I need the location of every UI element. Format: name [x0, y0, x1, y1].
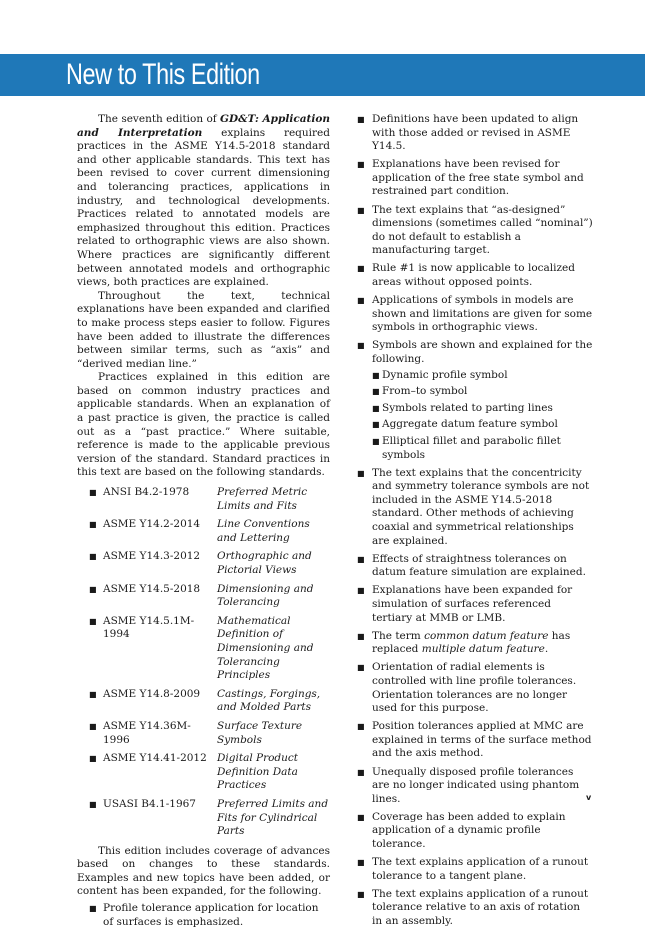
sub-list-item-text: Elliptical fillet and parabolic fillet symbols	[382, 434, 561, 461]
list-item	[357, 630, 593, 657]
list-item-text: Effects of straightness tolerances on datum feature simulation are explained.	[372, 552, 586, 579]
paragraph-coverage: This edition includes coverage of advances based on changes to these standards. Examples and new topics have been added, or content has been expanded, for the following.	[77, 844, 330, 898]
bullet: ■	[357, 812, 365, 822]
standard-id: ASME Y14.3-2012	[103, 550, 201, 563]
standard-item	[77, 550, 330, 577]
sub-list-item-text: Dynamic profile symbol	[382, 368, 508, 381]
bullet: ■	[357, 341, 365, 351]
bullet: ■	[357, 160, 365, 170]
list-item	[357, 720, 593, 761]
bullet: ■	[89, 689, 97, 699]
list-item-text: The term	[372, 629, 425, 642]
bullet: ■	[372, 436, 380, 446]
list-item-text: Explanations have been expanded for simulation of surfaces referenced tertiary at MMB or LMB.	[372, 584, 573, 624]
term-common-datum-feature: common datum feature	[424, 629, 549, 642]
list-item	[77, 902, 330, 929]
bullet: ■	[372, 370, 380, 380]
standard-id: ANSI B4.2-1978	[103, 486, 190, 499]
list-item	[357, 158, 593, 199]
right-column	[357, 113, 593, 933]
list-item-text: Coverage has been added to explain application of a dynamic profile tolerance.	[372, 810, 566, 850]
list-item	[357, 339, 593, 462]
section-banner	[0, 54, 645, 96]
page-number: v	[586, 793, 592, 802]
list-item	[357, 584, 593, 625]
list-item-text: Applications of symbols in models are shown and limitations are given for some symbols in orthographic views.	[372, 294, 593, 334]
intro-text-start: The seventh edition of	[98, 113, 220, 125]
bullet: ■	[89, 904, 97, 914]
standard-item	[77, 688, 330, 715]
paragraph-practices: Practices explained in this edition are based on common industry practices and applicable standards. When an explanation of a past practice is given, the practice is called out as a “past practice.” Where suitable, reference is made to the applicable previous version of the standard. Standard practices in this text are based on the following standards.	[77, 371, 330, 479]
list-item	[357, 113, 593, 154]
standard-id: ASME Y14.2-2014	[103, 518, 201, 531]
standard-item	[77, 583, 330, 610]
list-item-text: Definitions have been updated to align with those added or revised in ASME Y14.5.	[372, 113, 579, 153]
standard-item	[77, 798, 330, 839]
bullet: ■	[357, 264, 365, 274]
list-item-text: Profile tolerance application for location of surfaces is emphasized.	[103, 902, 319, 928]
standard-item	[77, 615, 330, 683]
list-item	[357, 811, 593, 852]
bullet: ■	[89, 721, 97, 731]
sub-list-item	[372, 369, 593, 383]
list-item	[357, 766, 593, 807]
list-item-text: Orientation of radial elements is controlled with line profile tolerances. Orientation tolerances are no longer used for this purpose.	[372, 661, 577, 715]
bullet: ■	[357, 554, 365, 564]
list-item-text: The text explains that “as-designed” dimensions (sometimes called “nominal”) do not default to establish a manufacturing target.	[372, 203, 593, 257]
bullet: ■	[357, 722, 365, 732]
standard-title: Surface Texture Symbols	[217, 719, 303, 746]
bullet: ■	[357, 205, 365, 215]
list-item-text: has replaced	[372, 629, 571, 656]
standard-title: Mathematical Definition of Dimensioning and Tolerancing Principles	[217, 614, 314, 682]
list-item-text: Symbols are shown and explained for the following.	[372, 339, 593, 365]
standard-title: Castings, Forgings, and Molded Parts	[217, 687, 321, 714]
bullet: ■	[357, 468, 365, 478]
bullet: ■	[357, 767, 365, 777]
list-item	[357, 553, 593, 580]
standard-id: USASI B4.1-1967	[103, 797, 196, 810]
bullet: ■	[89, 552, 97, 562]
bullet: ■	[89, 520, 97, 530]
bullet: ■	[357, 115, 365, 124]
list-item	[357, 661, 593, 715]
bullet: ■	[89, 488, 97, 498]
standard-id: ASME Y14.5-2018	[103, 582, 201, 595]
sub-list-item	[372, 385, 593, 399]
list-item	[357, 204, 593, 258]
book-title: GD&T: Application and Interpretation	[77, 113, 331, 139]
bullet: ■	[89, 799, 97, 809]
sub-list-item-text: From–to symbol	[382, 385, 468, 398]
bullet: ■	[357, 663, 365, 673]
standard-title: Line Conventions and Lettering	[217, 518, 310, 544]
standard-id: ASME Y14.8-2009	[103, 687, 201, 700]
list-item-text: The text explains application of a runout tolerance relative to an axis of rotation in an assembly.	[372, 887, 589, 927]
list-item	[357, 294, 593, 335]
standard-item	[77, 518, 330, 545]
standard-id: ASME Y14.5.1M-1994	[103, 614, 195, 641]
standards-list	[77, 486, 330, 839]
list-item-text: The text explains that the concentricity and symmetry tolerance symbols are not included in the ASME Y14.5-2018 standard. Other methods of achieving coaxial and symmetrical relationships are explained.	[372, 466, 590, 547]
bullet: ■	[89, 584, 97, 594]
standard-title: Digital Product Definition Data Practices	[217, 752, 299, 792]
bullet: ■	[372, 420, 380, 430]
standard-item	[77, 752, 330, 793]
standard-title: Preferred Metric Limits and Fits	[217, 486, 308, 512]
bullet: ■	[357, 631, 365, 641]
paragraph-technical: Throughout the text, technical explanations have been expanded and clarified to make process steps easier to follow. Figures have been added to illustrate the differences between similar terms, such as “axis” and “derived median line.”	[77, 289, 330, 370]
standard-title: Orthographic and Pictorial Views	[217, 550, 312, 576]
right-bullet-list	[357, 113, 593, 929]
list-item	[357, 856, 593, 883]
intro-text-end: explains required practices in the ASME Y14.5-2018 standard and other applicable standards. This text has been revised to cover current dimensioning and tolerancing practices, applications in industry, and technological developments. Practices related to annotated models are emphasized throughout this edition. Practices related to orthographic views are also shown. Where practices are significantly different between annotated models and orthographic views, both practices are explained.	[77, 126, 330, 289]
list-item-text: Unequally disposed profile tolerances are no longer indicated using phantom lines.	[372, 765, 580, 805]
page-title: New to This Edition	[66, 58, 260, 91]
list-item-text: Position tolerances applied at MMC are explained in terms of the surface method and the axis method.	[372, 720, 592, 760]
standard-item	[77, 720, 330, 747]
term-multiple-datum-feature: multiple datum feature	[421, 643, 545, 656]
left-bullet-list	[77, 902, 330, 929]
left-column	[77, 113, 330, 934]
standard-id: ASME Y14.36M-1996	[103, 719, 191, 746]
sub-list-item	[372, 435, 593, 462]
sub-list-item-text: Aggregate datum feature symbol	[382, 418, 558, 431]
list-item-text: Rule #1 is now applicable to localized areas without opposed points.	[372, 262, 575, 289]
standard-title: Dimensioning and Tolerancing	[217, 582, 314, 609]
bullet: ■	[357, 889, 365, 899]
bullet: ■	[372, 387, 380, 397]
list-item-text: The text explains application of a runout tolerance to a tangent plane.	[372, 856, 589, 882]
standard-id: ASME Y14.41-2012	[103, 752, 207, 765]
sub-list-item	[372, 418, 593, 432]
list-item	[357, 262, 593, 289]
bullet: ■	[357, 296, 365, 306]
bullet: ■	[89, 616, 97, 626]
list-item-text: .	[544, 643, 549, 656]
bullet: ■	[357, 586, 365, 596]
standard-item	[77, 486, 330, 513]
list-item-text: Explanations have been revised for application of the free state symbol and restrained part condition.	[372, 158, 584, 198]
sub-list-item-text: Symbols related to parting lines	[382, 401, 553, 414]
bullet: ■	[357, 858, 365, 868]
bullet: ■	[89, 754, 97, 764]
list-item	[357, 888, 593, 929]
symbols-sub-list	[372, 369, 593, 463]
bullet: ■	[372, 403, 380, 413]
list-item	[357, 467, 593, 549]
sub-list-item	[372, 402, 593, 416]
standard-title: Preferred Limits and Fits for Cylindrical Parts	[217, 797, 329, 838]
intro-paragraph	[77, 113, 330, 290]
